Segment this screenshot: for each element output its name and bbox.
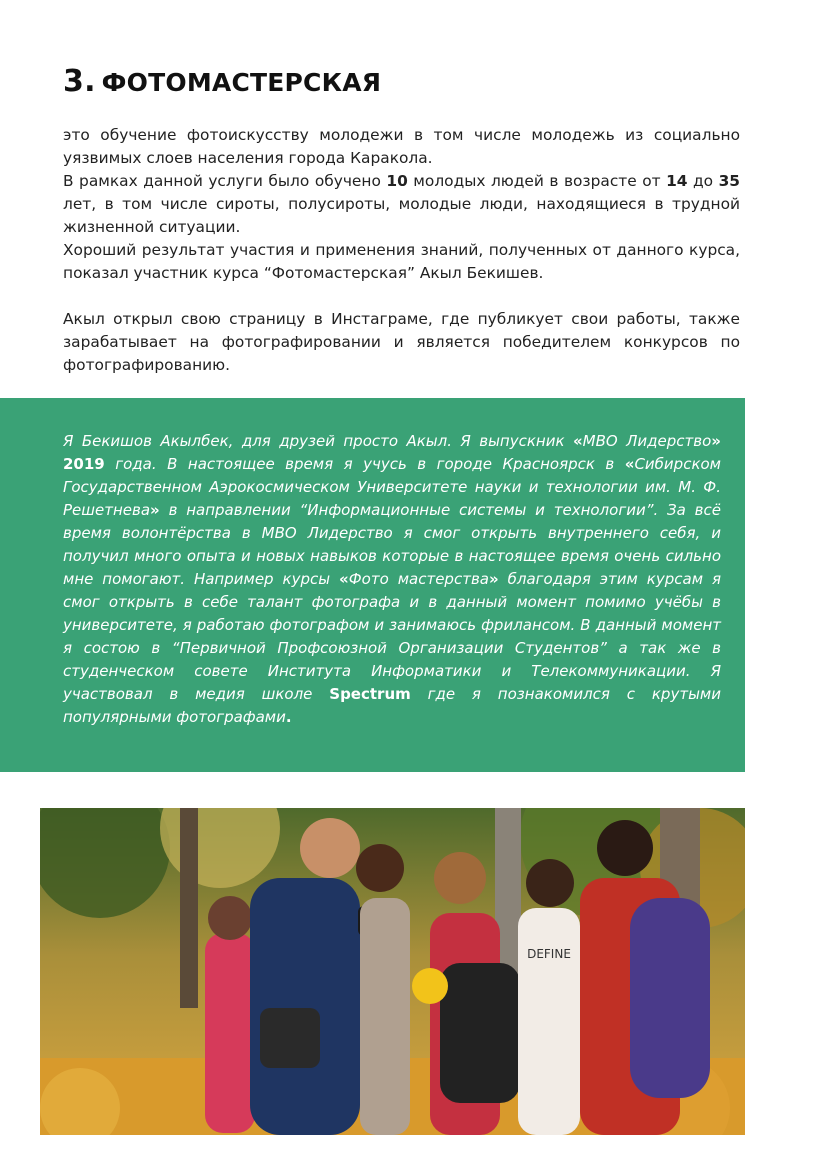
intro-text-span: В рамках данной услуги было обучено <box>63 172 387 190</box>
testimonial-box <box>0 398 745 772</box>
quote-mark: » <box>150 501 160 519</box>
quote-span: года. В настоящее время я учусь в городе Красноярск в <box>104 455 625 473</box>
count-trained: 10 <box>386 172 408 190</box>
quote-span: в направлении “Информационные системы и технологии”. За всё время волонтёрства в МВО Лидерство я смог открыть внутреннего себя, и получил много опыта и новых навыков которые в настоящее время очень сильно мне помогают. Например курсы <box>63 501 721 588</box>
quote-span: Я Бекишов Акылбек, для друзей просто Акыл. Я выпускник <box>63 432 573 450</box>
intro-text-span: до <box>687 172 719 190</box>
intro-text-span: молодых людей в возрасте от <box>407 172 667 190</box>
intro-paragraph-4: Акыл открыл свою страницу в Инстаграме, где публикует свои работы, также зарабатывает на фотографировании и является победителем конкурсов по фотографированию. <box>63 310 740 374</box>
university-name: Сибирском Государственном Аэрокосмическом Университете науки и технологии им. М. Ф. Решетнева <box>63 455 721 519</box>
quote-period: . <box>285 708 292 726</box>
intro-paragraph-1: это обучение фотоискусству молодежи в том числе молодежь из социально уязвимых слоев населения города Каракола. <box>63 126 740 167</box>
testimonial-text <box>63 430 721 729</box>
quote-mark: » <box>488 570 499 588</box>
section-title <box>63 64 381 99</box>
photo-illustration <box>40 808 745 1135</box>
quote-span: благодаря этим курсам я смог открыть в себе талант фотографа и в данный момент помимо учёбы в университете, я работаю фотографом и занимаюсь фрилансом. В данный момент я состою в “Первичной Профсоюзной Организации Студентов” а так же в студенческом совете Института Информатики и Телекоммуникации. Я участвовал в медия школе <box>63 570 721 703</box>
section-number: 3. <box>63 64 96 99</box>
course-name: Фото мастерства <box>348 570 489 588</box>
group-photo <box>40 808 745 1135</box>
intro-text <box>63 124 740 377</box>
age-min: 14 <box>666 172 688 190</box>
intro-paragraph-2 <box>63 170 740 239</box>
graduation-year: » 2019 <box>63 432 721 473</box>
quote-mark: « <box>624 455 635 473</box>
age-max: 35 <box>718 172 740 190</box>
quote-mark: « <box>572 432 583 450</box>
section-title-text: ФОТОМАСТЕРСКАЯ <box>101 68 382 97</box>
quote-span: где я познакомился с крутыми популярными фотографами <box>63 685 721 726</box>
intro-paragraph-3: Хороший результат участия и применения знаний, полученных от данного курса, показал участник курса “Фотомастерская” Акыл Бекишев. <box>63 241 740 282</box>
shirt-text: DEFINE <box>527 947 571 961</box>
intro-text-span: лет, в том числе сироты, полусироты, молодые люди, находящиеся в трудной жизненной ситуации. <box>63 195 740 236</box>
media-school-name: Spectrum <box>329 685 411 703</box>
quote-mark: « <box>339 570 349 588</box>
organization-name: МВО Лидерство <box>582 432 712 450</box>
